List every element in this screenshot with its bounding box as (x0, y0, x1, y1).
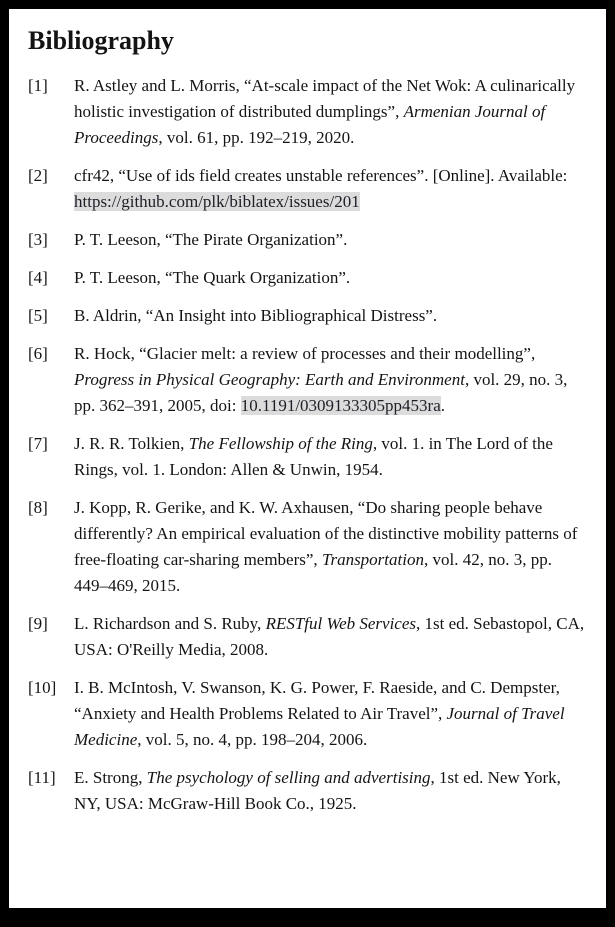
work-title-italic: The psychology of selling and advertising (146, 767, 431, 787)
entry-text-segment: L. Richardson and S. Ruby, (74, 613, 266, 633)
work-title-italic: Armenian Journal of Proceedings (74, 101, 546, 147)
bibliography-entry (28, 73, 586, 151)
reference-link[interactable]: https://github.com/plk/biblatex/issues/201 (74, 191, 360, 211)
work-title-italic: RESTful Web Services (265, 613, 417, 633)
work-title-italic: Transportation (321, 549, 424, 569)
entry-text-segment: J. R. R. Tolkien, (74, 433, 189, 453)
work-title-italic: Journal of Travel Medicine (74, 703, 565, 749)
entry-text (74, 73, 586, 151)
document-content (9, 9, 606, 817)
entry-text-segment: . (440, 395, 446, 415)
page-title: Bibliography (28, 26, 174, 55)
bibliography-entry (28, 303, 586, 329)
bibliography-entry (28, 431, 586, 483)
bibliography-list (28, 73, 586, 817)
entry-text (74, 495, 586, 599)
bibliography-entry (28, 495, 586, 599)
entry-text-segment: I. B. McIntosh, V. Swanson, K. G. Power, F. Raeside, and C. Dempster, “Anxiety and Health Problems Related to Air Travel”, (74, 677, 560, 723)
entry-text (74, 341, 586, 419)
entry-label: [3] (28, 229, 48, 249)
document-page (9, 9, 606, 908)
entry-text-segment: cfr42, “Use of ids field creates unstable references”. [Online]. Available: (74, 165, 568, 185)
bibliography-entry (28, 265, 586, 291)
entry-text-segment: B. Aldrin, “An Insight into Bibliographical Distress”. (74, 305, 438, 325)
work-title-italic: Progress in Physical Geography: Earth and Environment (74, 369, 465, 389)
entry-label: [2] (28, 165, 48, 185)
entry-label: [7] (28, 433, 48, 453)
entry-text (74, 611, 586, 663)
entry-label: [8] (28, 497, 48, 517)
entry-text-segment: R. Hock, “Glacier melt: a review of processes and their modelling”, (74, 343, 536, 363)
bibliography-entry (28, 341, 586, 419)
reference-link[interactable]: 10.1191/0309133305pp453ra (240, 395, 441, 415)
entry-text-segment: , 1st ed. New York, NY, USA: McGraw-Hill Book Co., 1925. (74, 767, 561, 813)
entry-label: [5] (28, 305, 48, 325)
entry-text-segment: , vol. 29, no. 3, pp. 362–391, 2005, doi: (74, 369, 568, 415)
bibliography-entry (28, 227, 586, 253)
entry-label: [1] (28, 75, 48, 95)
bibliography-entry (28, 765, 586, 817)
entry-text-segment: , 1st ed. Sebastopol, CA, USA: O'Reilly Media, 2008. (74, 613, 585, 659)
entry-label: [6] (28, 343, 48, 363)
entry-text (74, 265, 586, 291)
entry-text-segment: P. T. Leeson, “The Quark Organization”. (74, 267, 351, 287)
entry-label: [10] (28, 677, 57, 697)
entry-text (74, 765, 586, 817)
entry-text-segment: , vol. 5, no. 4, pp. 198–204, 2006. (137, 729, 368, 749)
entry-text (74, 675, 586, 753)
bibliography-entry (28, 675, 586, 753)
entry-text (74, 227, 586, 253)
entry-text (74, 163, 586, 215)
entry-text-segment: E. Strong, (74, 767, 147, 787)
entry-label: [11] (28, 767, 56, 787)
entry-text-segment: P. T. Leeson, “The Pirate Organization”. (74, 229, 348, 249)
entry-text-segment: , vol. 42, no. 3, pp. 449–469, 2015. (74, 549, 552, 595)
bibliography-entry (28, 611, 586, 663)
entry-text-segment: , vol. 61, pp. 192–219, 2020. (158, 127, 355, 147)
entry-text-segment: R. Astley and L. Morris, “At-scale impact of the Net Wok: A culinarically holistic investigation of distributed dumplings”, (74, 75, 576, 121)
bibliography-entry (28, 163, 586, 215)
entry-label: [4] (28, 267, 48, 287)
entry-label: [9] (28, 613, 48, 633)
entry-text (74, 431, 586, 483)
entry-text-segment: , vol. 1. in The Lord of the Rings, vol. 1. London: Allen & Unwin, 1954. (74, 433, 553, 479)
work-title-italic: The Fellowship of the Ring (188, 433, 373, 453)
entry-text (74, 303, 586, 329)
entry-text-segment: J. Kopp, R. Gerike, and K. W. Axhausen, “Do sharing people behave differently? An empirical evaluation of the distinctive mobility patterns of free-floating car-sharing members”, (74, 497, 578, 569)
